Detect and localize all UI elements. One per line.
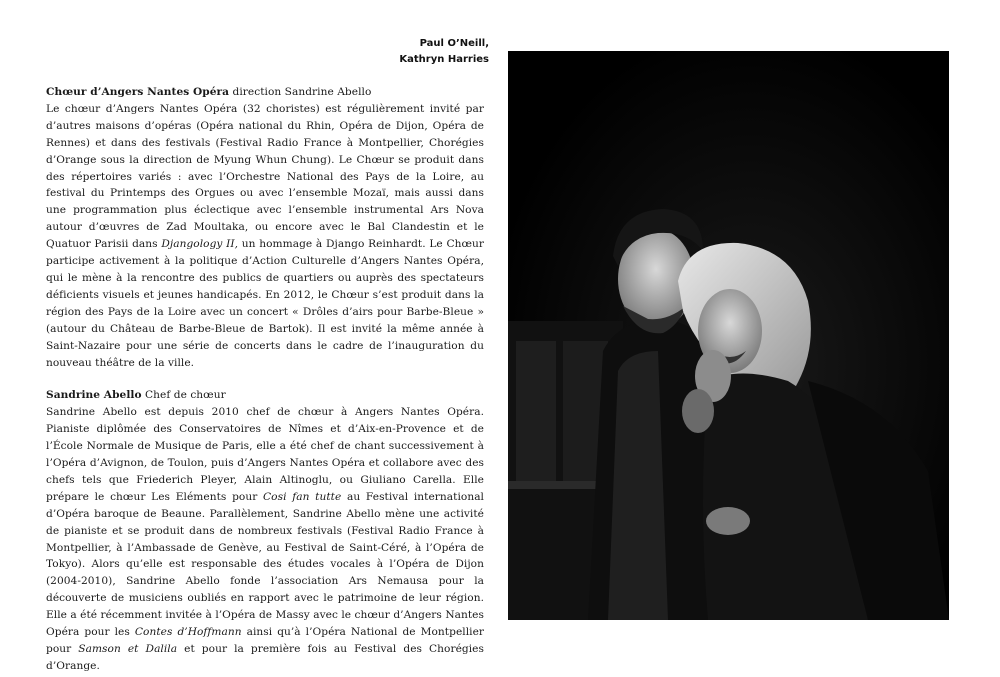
body-text: ainsi qu’à l’Opéra National de Montpellier pour [46,626,485,655]
caption-line-2: Kathryn Harries [399,54,489,65]
section-subtitle: direction Sandrine Abello [229,86,372,98]
stage-photo [508,51,949,620]
body-text: Sandrine Abello est depuis 2010 chef de chœur à Angers Nantes Opéra. Pianiste diplômée des Conservatoires de Nîmes et d’Aix-en-Provence et de l’École Normale de Musique de Paris, elle a été chef de chant successivement à l’Opéra d’Avignon, de Toulon, puis d’Angers Nantes Opéra et collabore avec des chefs tels que Friederich Pleyer, Alain Altinoglu, ou Giuliano Carella. Elle prépare le chœur Les Eléments pour [46,406,484,503]
caption-line-1: Paul O’Neill, [419,38,489,49]
body-text: Le chœur d’Angers Nantes Opéra (32 choristes) est régulièrement invité par d’autres maisons d’opéras (Opéra national du Rhin, Opéra de Dijon, Opéra de Rennes) et dans des festivals (Festival Radio France à Montpellier, Chorégies d’Orange sous la direction de Myung Whun Chung). Le Chœur se produit dans des répertoires variés : avec l’Orchestre National des Pays de la Loire, au festival du Printemps des Orgues ou avec l’ensemble Mozaï, mais aussi dans une programmation plus éclectique avec l’ensemble instrumental Ars Nova autour d’œuvres de Zad Moultaka, ou encore avec le Bal Clandestin et le Quatuor Parisii dans [46,102,484,251]
body-text: et pour la première fois au Festival des Chorégies d’Orange. [46,643,484,672]
section-choeur [46,84,484,371]
section-abello [46,387,484,674]
body-text: un hommage à Django Reinhardt. Le Chœur participe activement à la politique d’Action Culturelle d’Angers Nantes Opéra, qui le mène à la rencontre des publics de quartiers ou auprès des spectateurs déficients visuels et jeunes handicapés. En 2012, le Chœur s’est produit dans la région des Pays de la Loire avec un concert « Drôles d’airs pour Barbe-Bleue » (autour du Château de Barbe-Bleue de Bartok). Il est invité la même année à Saint-Nazaire pour une série de concerts dans le cadre de l’inauguration du nouveau théâtre de la ville. [46,238,484,369]
work-title: Samson et Dalila [78,643,178,655]
work-title: Djangology II, [161,238,239,251]
section-subtitle: Chef de chœur [141,389,226,402]
section-heading [46,387,484,404]
stage-photo-image [508,51,949,620]
section-title: Chœur d’Angers Nantes Opéra [46,86,230,98]
body-text: au Festival international d’Opéra baroque de Beaune. Parallèlement, Sandrine Abello mène une activité de pianiste et se produit dans de nombreux festivals (Festival Radio France à Montpellier, à l’Ambassade de Genève, au Festival de Saint-Céré, à l’Opéra de Tokyo). Alors qu’elle est responsable des études vocales à l’Opéra de Dijon (2004-2010), Sandrine Abello fonde l’association Ars Nemausa pour la découverte de musiciens oubliés en rapport avec le patrimoine de leur région. Elle a été récemment invitée à l’Opéra de Massy avec le chœur d’Angers Nantes Opéra pour les [46,490,484,639]
section-title: Sandrine Abello [46,389,142,402]
text-column [46,84,484,675]
work-title: Contes d’Hoffmann [134,626,242,639]
section-heading [46,84,484,101]
work-title: Cosi fan tutte [263,490,342,503]
photo-caption [399,36,489,68]
